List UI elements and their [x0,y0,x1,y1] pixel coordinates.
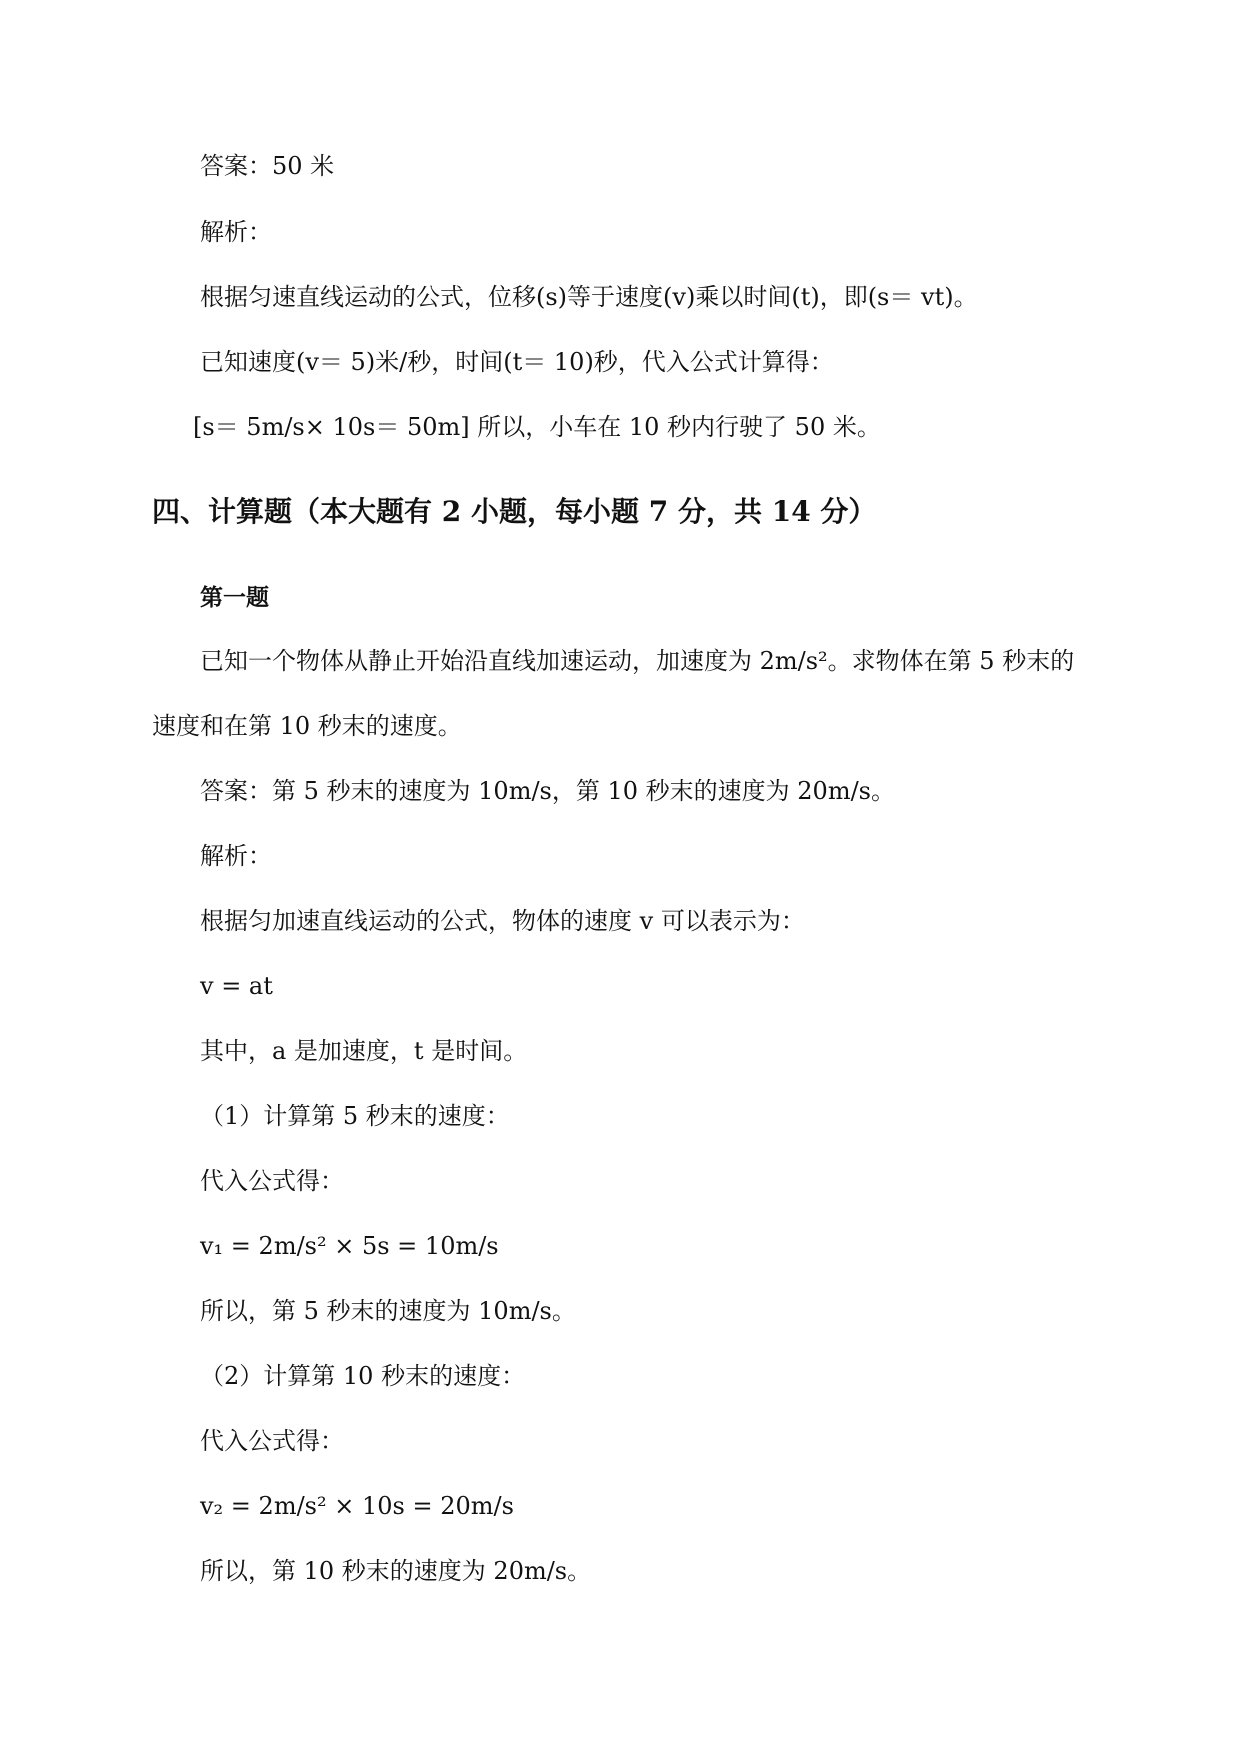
prev-analysis-line: [s＝ 5m/s× 10s＝ 50m] 所以，小车在 10 秒内行驶了 50 米。 [193,413,881,441]
step1-substitute: 代入公式得： [200,1167,344,1195]
analysis-intro: 根据匀加速直线运动的公式，物体的速度 v 可以表示为： [200,907,805,935]
step2-result: 所以，第 10 秒末的速度为 20m/s。 [200,1557,592,1585]
problem-text: 已知一个物体从静止开始沿直线加速运动，加速度为 2m/s²。求物体在第 5 秒末的 [200,647,1075,675]
section-title: 四、计算题（本大题有 2 小题，每小题 7 分，共 14 分） [152,495,877,528]
problem-text: 速度和在第 10 秒末的速度。 [152,712,462,740]
step2-substitute: 代入公式得： [200,1427,344,1455]
step1-title: （1）计算第 5 秒末的速度： [200,1102,510,1130]
step2-title: （2）计算第 10 秒末的速度： [200,1362,526,1390]
analysis-label: 解析： [200,842,272,870]
answer-text: 答案：第 5 秒末的速度为 10m/s，第 10 秒末的速度为 20m/s。 [200,777,895,805]
question-title: 第一题 [200,584,269,611]
formula-explanation: 其中，a 是加速度，t 是时间。 [200,1037,528,1065]
step1-result: 所以，第 5 秒末的速度为 10m/s。 [200,1297,576,1325]
prev-analysis-label: 解析： [200,218,272,246]
prev-answer: 答案：50 米 [200,152,335,180]
prev-analysis-line: 根据匀速直线运动的公式，位移(s)等于速度(v)乘以时间(t)，即(s＝ vt)。 [200,283,978,311]
step1-equation: v₁ = 2m/s² × 5s = 10m/s [200,1232,499,1260]
formula: v = at [200,972,273,1000]
prev-analysis-line: 已知速度(v＝ 5)米/秒，时间(t＝ 10)秒，代入公式计算得： [200,348,834,376]
step2-equation: v₂ = 2m/s² × 10s = 20m/s [200,1492,514,1520]
